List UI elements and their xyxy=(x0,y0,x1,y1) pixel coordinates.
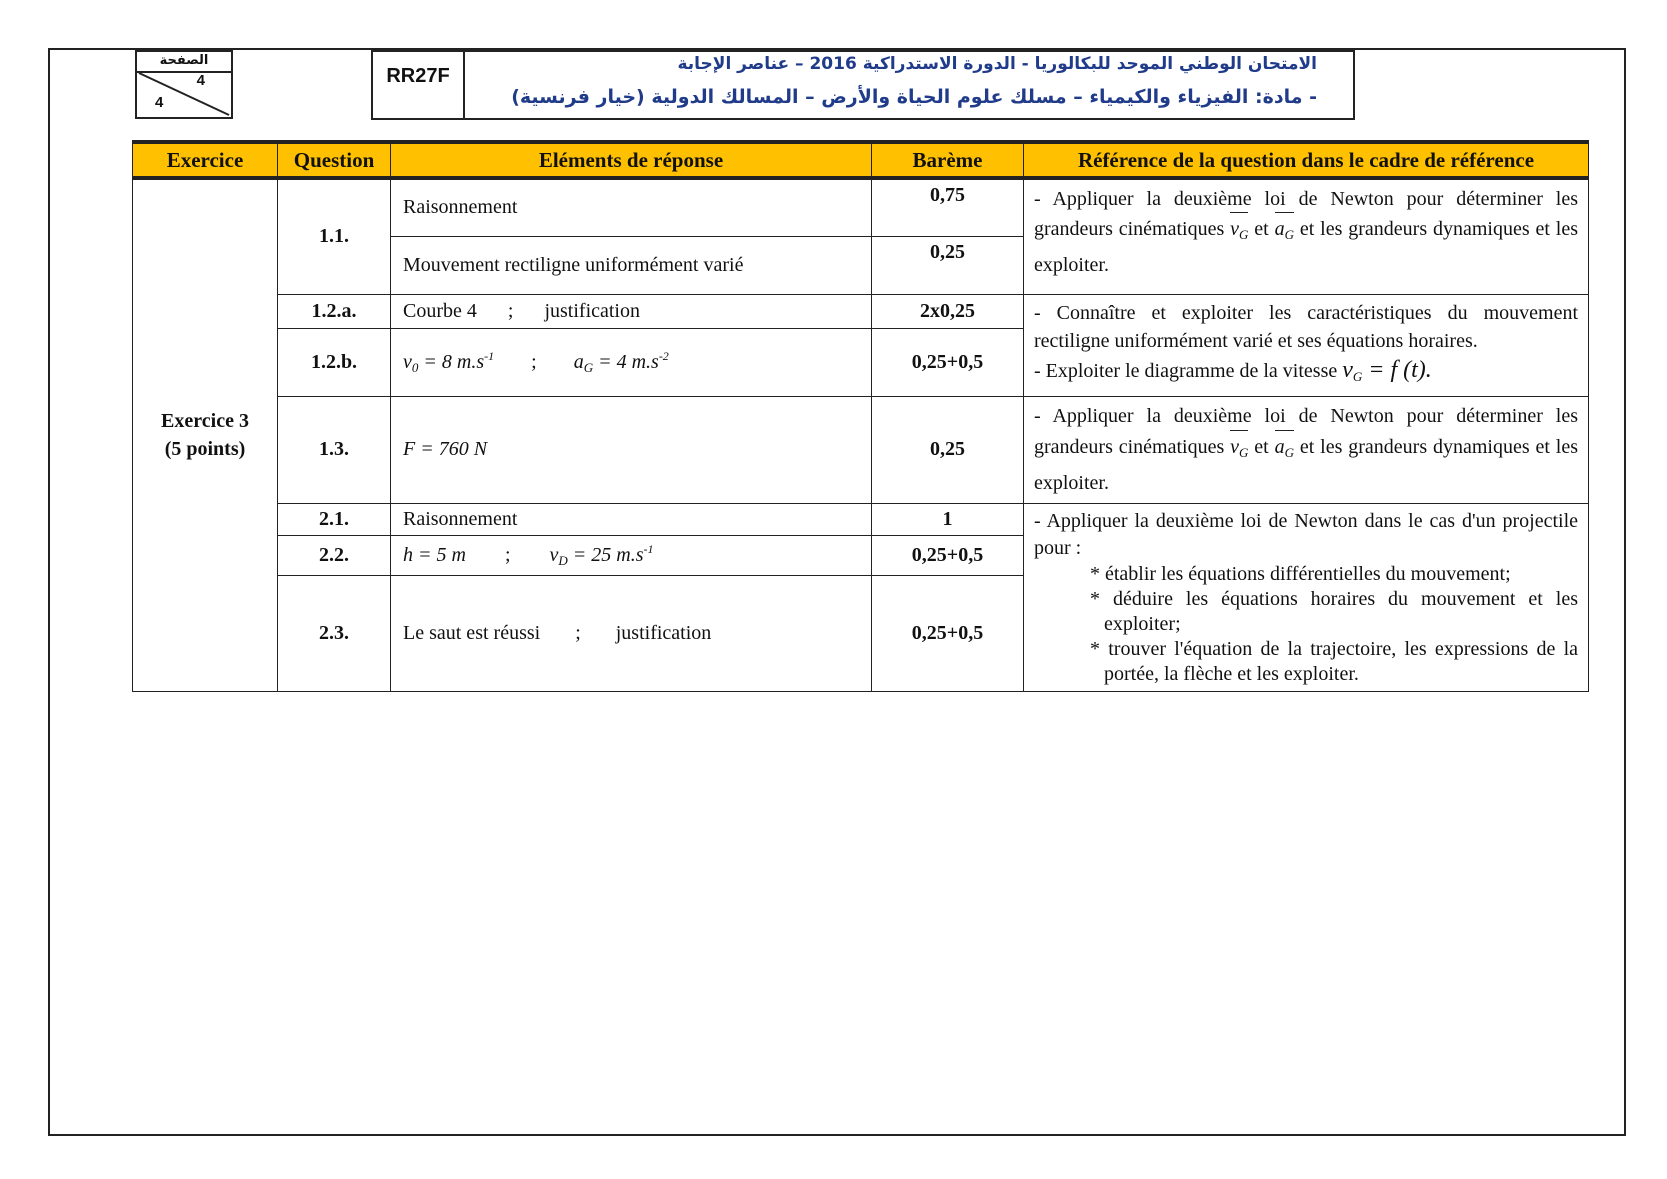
separator: ; xyxy=(507,299,514,322)
separator: ; xyxy=(531,350,537,373)
table-header-row xyxy=(133,142,1589,178)
reference-conj: et xyxy=(1254,218,1269,240)
page-total: 4 xyxy=(155,94,164,111)
page-current: 4 xyxy=(196,72,205,89)
bareme-value: 0,75 xyxy=(872,178,1024,236)
question-number: 1.2.b. xyxy=(278,328,391,396)
answer-part: Le saut est réussi xyxy=(403,621,541,644)
answer-part: justification xyxy=(615,621,712,644)
col-header-elements: Eléments de réponse xyxy=(391,142,872,178)
diagonal-divider xyxy=(137,71,231,117)
answer-element: Raisonnement xyxy=(391,178,872,236)
question-number: 2.2. xyxy=(278,535,391,575)
answer-element: $v_0 = 8$ $m.s^{-1}$ ; $a_G = 4$ $m.s^{-2}$ xyxy=(391,328,872,396)
header-title-line2: - مادة: الفيزياء والكيمياء – مسلك علوم الحياة والأرض – المسالك الدولية (خيار فرنسية) xyxy=(511,86,1317,108)
reference-text xyxy=(1024,294,1589,396)
question-number: 1.1. xyxy=(278,178,391,294)
table-row xyxy=(133,178,1589,236)
table-row xyxy=(133,503,1589,535)
answer-element: F = 760 N xyxy=(391,396,872,503)
reference-text xyxy=(1024,178,1589,294)
bareme-value: 0,25+0,5 xyxy=(872,328,1024,396)
question-number: 1.3. xyxy=(278,396,391,503)
bareme-value: 0,25 xyxy=(872,396,1024,503)
answer-table xyxy=(132,140,1589,692)
question-number: 2.1. xyxy=(278,503,391,535)
answer-element xyxy=(391,294,872,328)
reference-line: et les grandeurs dynamiques et les exploiter. xyxy=(1034,435,1579,494)
reference-line: - Exploiter le diagramme de la vitesse $v_G = f$ (t). xyxy=(1034,356,1432,384)
bareme-value: 0,25+0,5 xyxy=(872,535,1024,575)
answer-element: Mouvement rectiligne uniformément varié xyxy=(391,236,872,294)
col-header-reference: Référence de la question dans le cadre de référence xyxy=(1024,142,1589,178)
vector-ag: $a_G$ xyxy=(1275,432,1294,468)
answer-part: Courbe 4 xyxy=(403,299,477,322)
reference-text xyxy=(1024,396,1589,503)
reference-line: et les grandeurs dynamiques et les exploiter. xyxy=(1034,218,1579,276)
question-number: 2.3. xyxy=(278,576,391,691)
exercise-title: Exercice 3 xyxy=(161,410,249,433)
col-header-bareme: Barème xyxy=(872,142,1024,178)
col-header-exercice: Exercice xyxy=(133,142,278,178)
bareme-value: 0,25+0,5 xyxy=(872,576,1024,691)
bareme-value: 2x0,25 xyxy=(872,294,1024,328)
exam-header xyxy=(371,50,1355,120)
page-label: الصفحة xyxy=(137,52,231,73)
exercise-points: (5 points) xyxy=(164,438,246,461)
table-row xyxy=(133,294,1589,328)
reference-line: - Connaître et exploiter les caractéristiques du mouvement rectiligne uniformément varié et ses équations horaires. xyxy=(1034,301,1578,352)
reference-bullet: * déduire les équations horaires du mouvement et les exploiter; xyxy=(1090,587,1579,635)
answer-element xyxy=(391,576,872,691)
exam-code: RR27F xyxy=(373,52,465,118)
separator: ; xyxy=(575,621,581,644)
reference-conj: et xyxy=(1254,435,1269,458)
vector-vg: $v_G$ xyxy=(1230,214,1248,250)
exercise-cell xyxy=(133,178,278,691)
reference-line: - Appliquer la deuxième loi de Newton dans le cas d'un projectile pour : xyxy=(1034,509,1578,559)
header-title-line1: الامتحان الوطني الموحد للبكالوريا - الدورة الاستدراكية 2016 – عناصر الإجابة xyxy=(677,54,1317,74)
page-number-badge xyxy=(135,50,233,119)
reference-bullet: * trouver l'équation de la trajectoire, les expressions de la portée, la flèche et les exploiter. xyxy=(1090,637,1579,685)
col-header-question: Question xyxy=(278,142,391,178)
reference-text xyxy=(1024,503,1589,691)
vector-vg: $v_G$ xyxy=(1230,432,1248,468)
reference-line: - Appliquer la deuxième loi de Newton pour déterminer les grandeurs cinématiques xyxy=(1034,188,1578,240)
answer-element: Raisonnement xyxy=(391,503,872,535)
table-row xyxy=(133,396,1589,503)
velocity-formula: $v_G = f$ (t). xyxy=(1342,356,1432,384)
question-number: 1.2.a. xyxy=(278,294,391,328)
bareme-value: 0,25 xyxy=(872,236,1024,294)
vector-ag: $a_G$ xyxy=(1275,214,1294,250)
answer-part: justification xyxy=(544,299,640,322)
bareme-value: 1 xyxy=(872,503,1024,535)
reference-bullet: * établir les équations différentielles du mouvement; xyxy=(1090,562,1511,585)
reference-line: - Appliquer la deuxième loi de Newton pour déterminer les grandeurs cinématiques xyxy=(1034,404,1578,458)
answer-element: h = 5 m ; $v_D = 25$ $m.s^{-1}$ xyxy=(391,535,872,575)
separator: ; xyxy=(504,544,511,567)
